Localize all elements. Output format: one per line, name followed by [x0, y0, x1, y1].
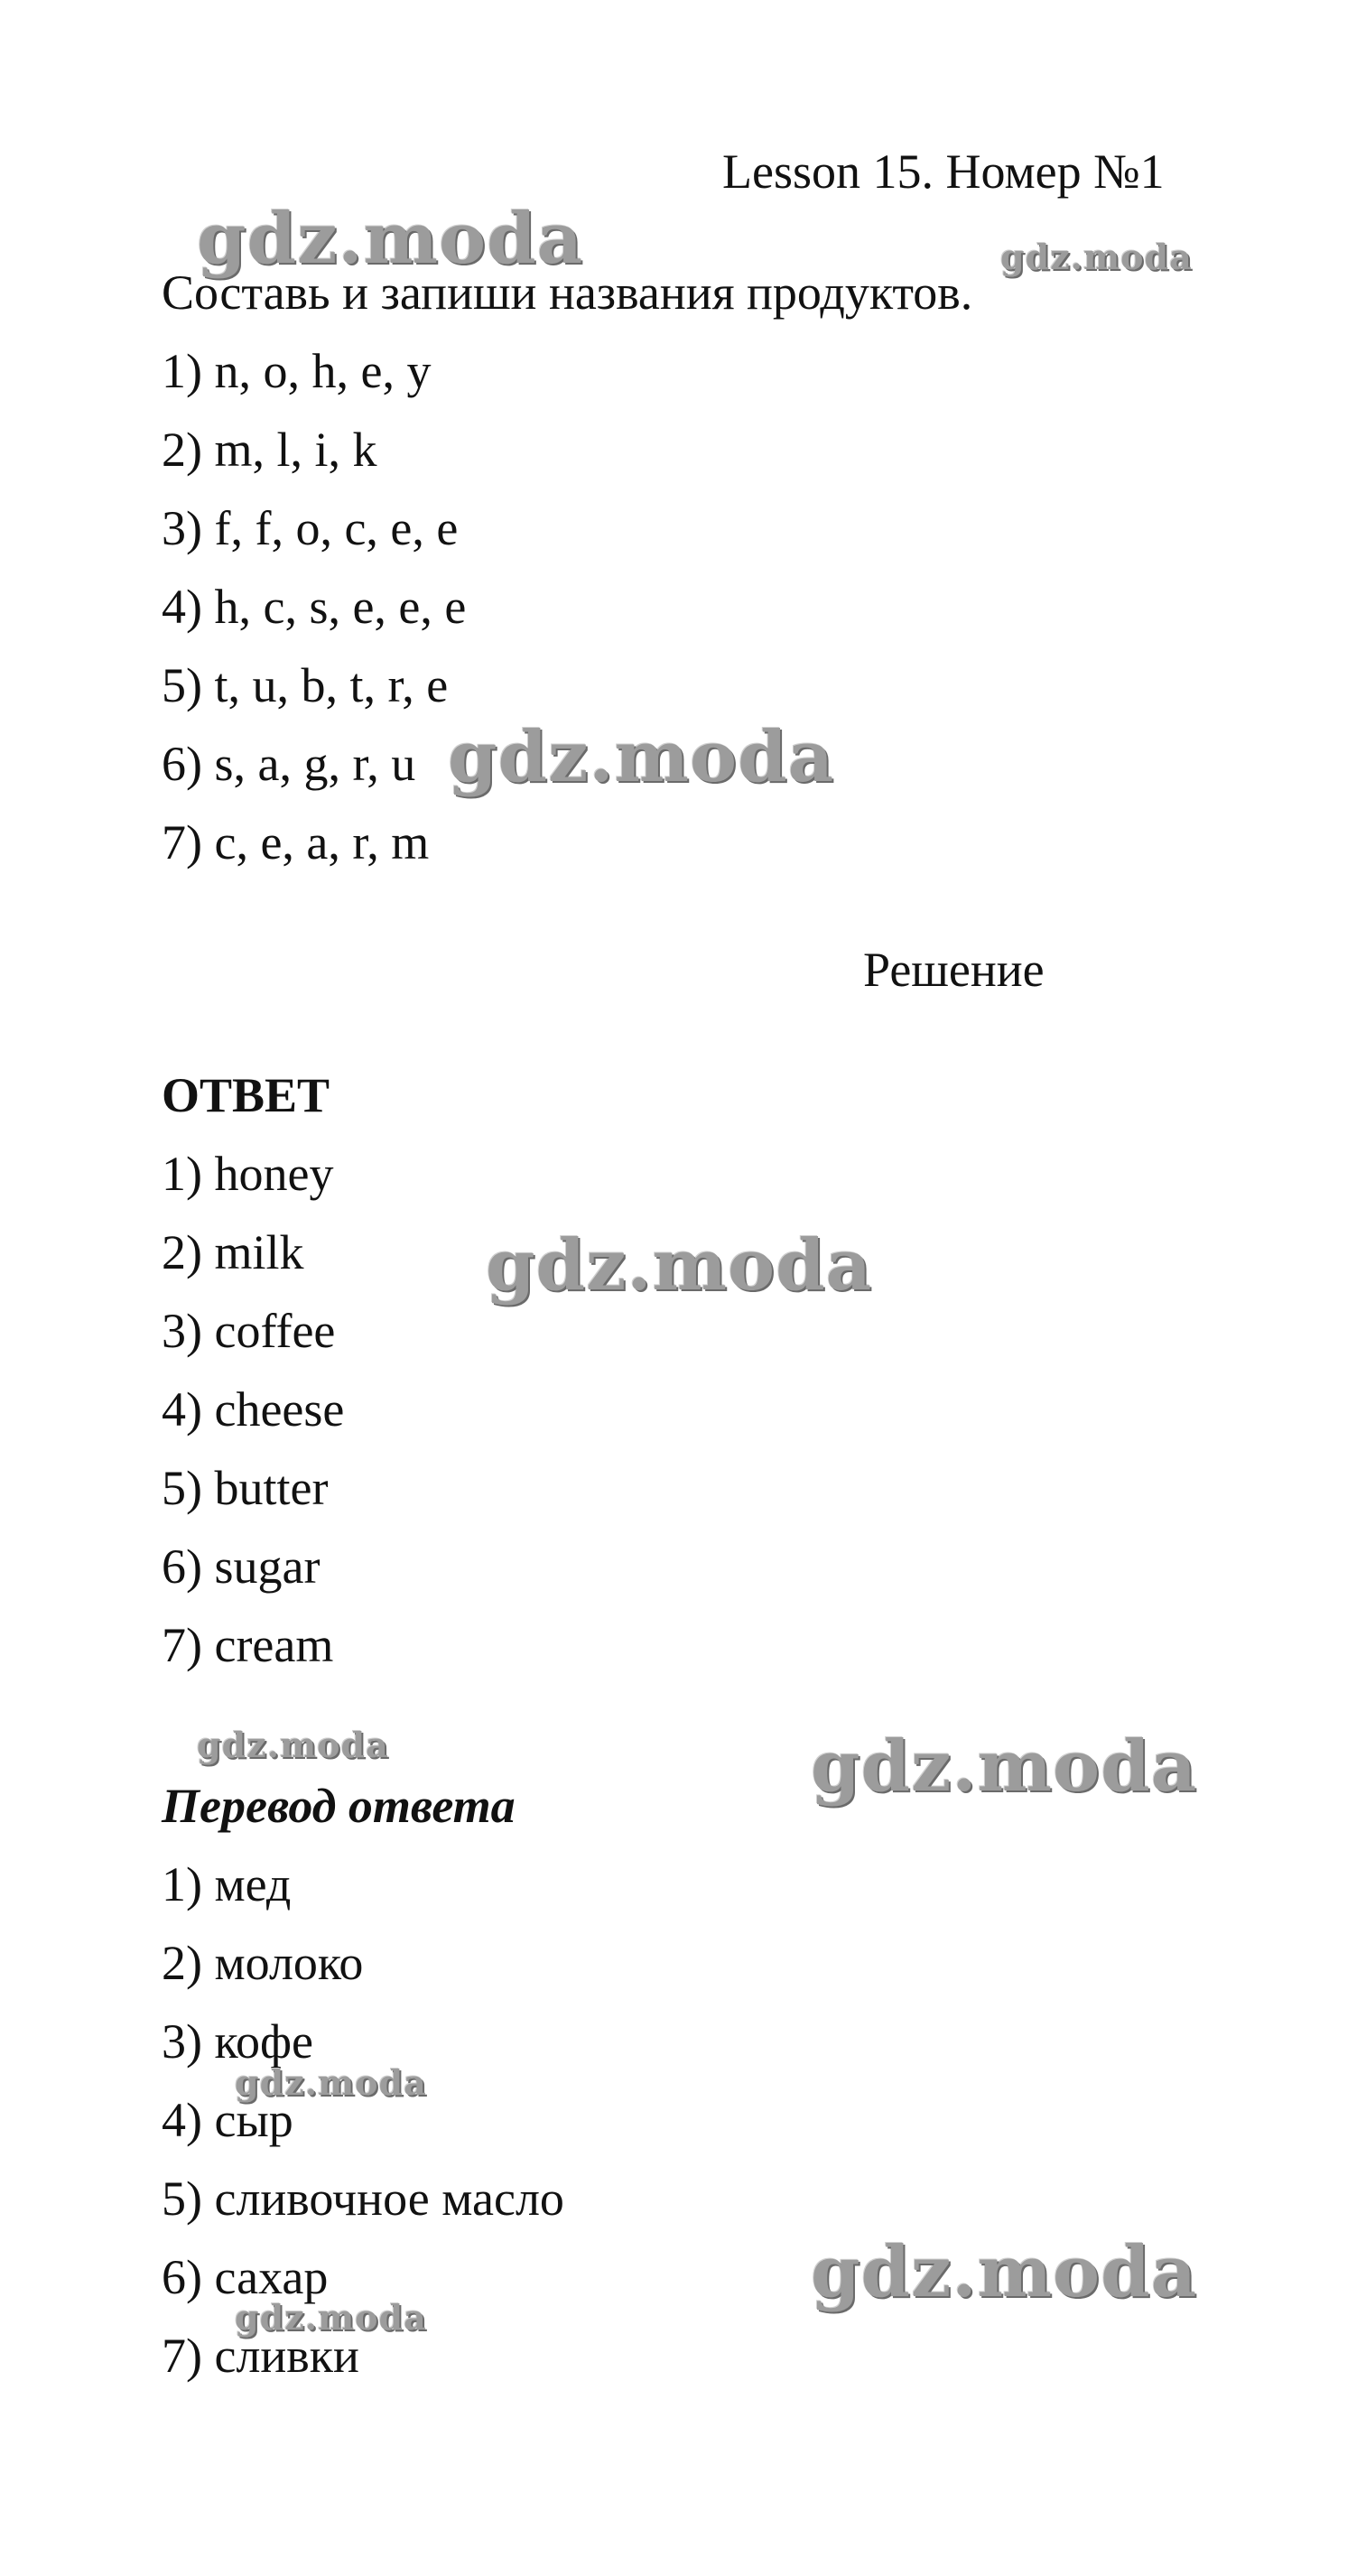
watermark: gdz.moda [1000, 237, 1193, 277]
watermark: gdz.moda [811, 1725, 1198, 1808]
translation-heading: Перевод ответа [162, 1779, 516, 1833]
watermark: gdz.moda [811, 2231, 1198, 2313]
solution-label: Решение [863, 943, 1045, 997]
translation-item: 3) кофе [162, 2014, 313, 2069]
answer-heading: ОТВЕТ [162, 1068, 330, 1122]
translation-item: 1) мед [162, 1857, 292, 1911]
watermark: gdz.moda [486, 1224, 873, 1307]
task-instruction: Составь и запиши названия продуктов. [162, 265, 973, 320]
problem-item: 2) m, l, i, k [162, 423, 377, 477]
lesson-title: Lesson 15. Номер №1 [722, 144, 1165, 199]
watermark: gdz.moda [197, 1725, 389, 1765]
answer-item: 6) sugar [162, 1539, 321, 1594]
answer-item: 7) cream [162, 1618, 334, 1672]
watermark: gdz.moda [197, 198, 584, 280]
answer-item: 1) honey [162, 1147, 334, 1201]
problem-item: 7) c, e, a, r, m [162, 815, 430, 870]
translation-item: 2) молоко [162, 1936, 364, 1990]
answer-item: 2) milk [162, 1225, 304, 1279]
answer-item: 3) coffee [162, 1304, 336, 1358]
watermark: gdz.moda [448, 716, 835, 798]
problem-item: 5) t, u, b, t, r, e [162, 658, 449, 712]
problem-item: 6) s, a, g, r, u [162, 737, 416, 791]
watermark: gdz.moda [235, 2062, 427, 2103]
watermark: gdz.moda [235, 2297, 427, 2338]
translation-item: 7) сливки [162, 2329, 359, 2383]
problem-item: 4) h, c, s, e, e, e [162, 580, 467, 634]
answer-item: 5) butter [162, 1461, 329, 1515]
answer-item: 4) cheese [162, 1382, 345, 1437]
problem-item: 3) f, f, o, c, e, e [162, 501, 459, 555]
translation-item: 6) сахар [162, 2250, 329, 2304]
problem-item: 1) n, o, h, e, y [162, 344, 432, 398]
translation-item: 4) сыр [162, 2093, 293, 2147]
translation-item: 5) сливочное масло [162, 2171, 564, 2226]
